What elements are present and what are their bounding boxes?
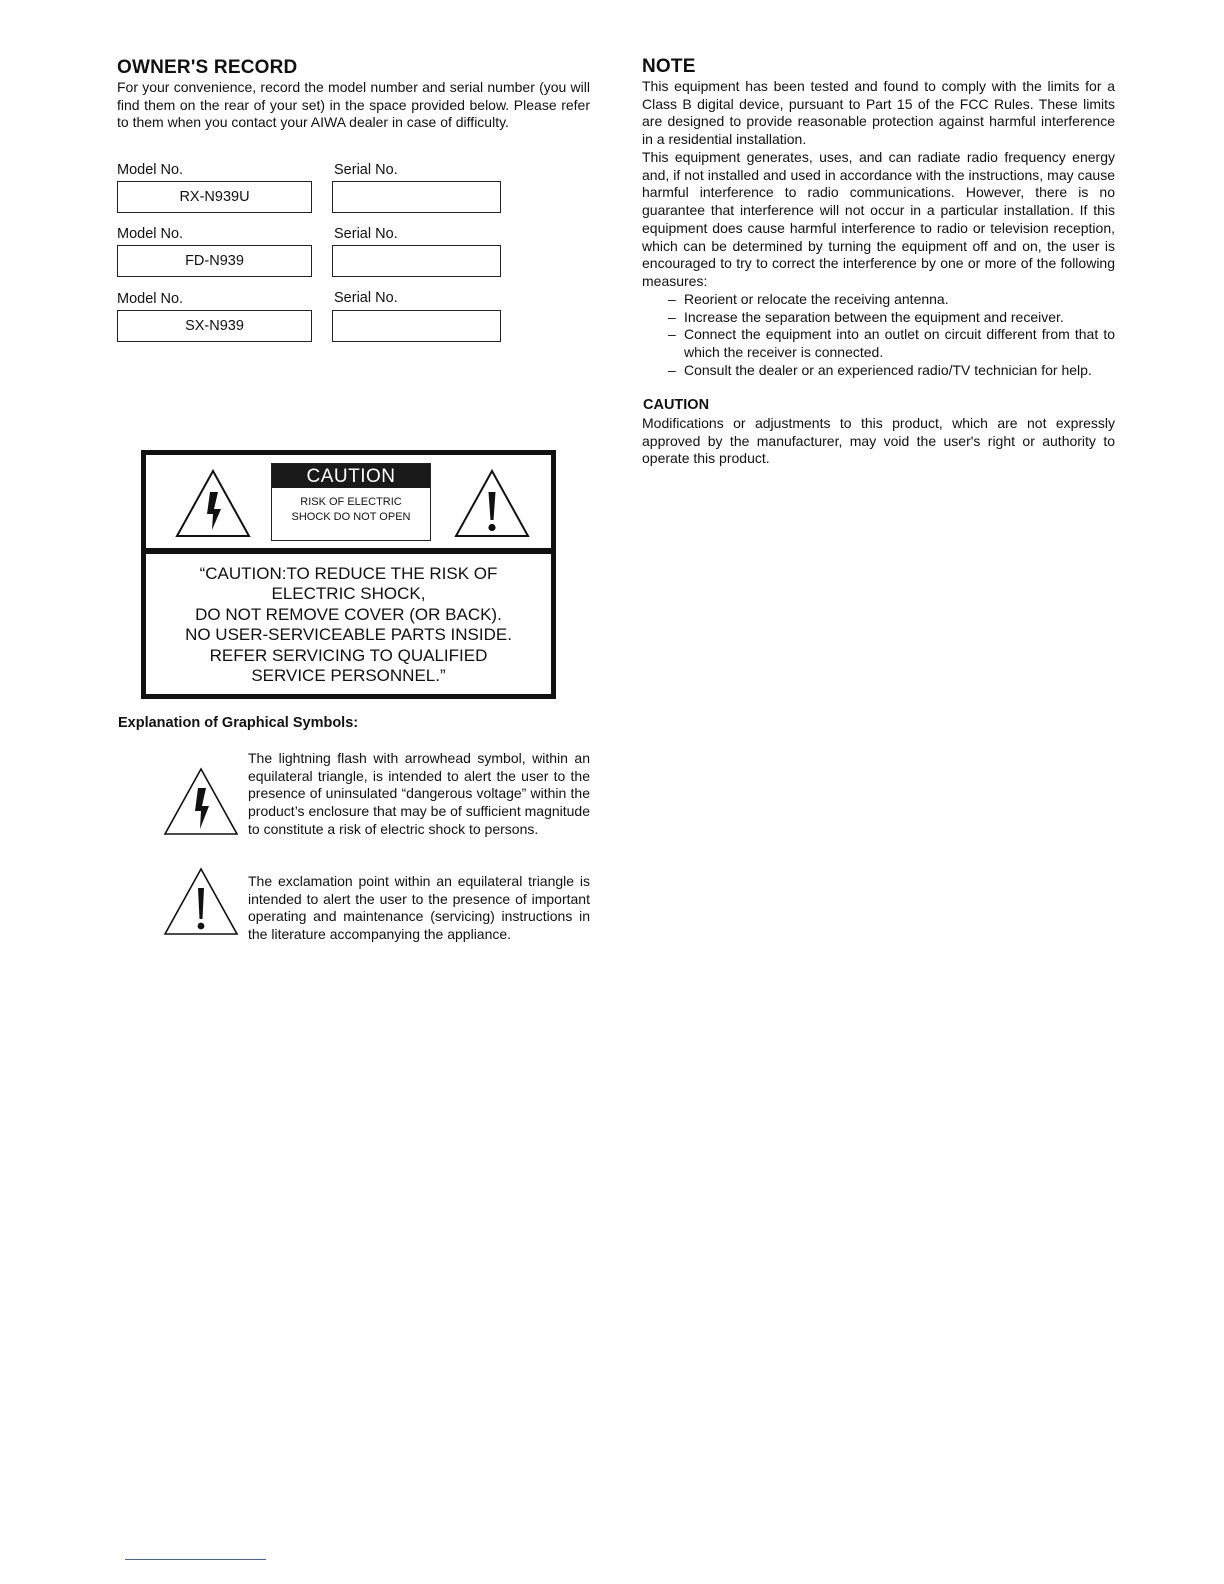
- caution-label-box: [271, 463, 431, 541]
- serial-label: Serial No.: [334, 290, 398, 306]
- note-paragraph: This equipment generates, uses, and can radiate radio frequency energy and, if not installed and used in accordance with the instructions, may cause harmful interference to radio communications. However, there is no guarantee that interference will not occur in a particular installation. If this equipment does cause harmful interference to radio or television reception, which can be determined by turning the equipment off and on, the user is encouraged to try to correct the interference by one or more of the following measures:: [642, 149, 1115, 289]
- measure-text: Consult the dealer or an experienced radio/TV technician for help.: [684, 361, 1092, 378]
- measure-text: Connect the equipment into an outlet on circuit different from that to which the receiver is connected.: [684, 326, 1115, 361]
- model-label: Model No.: [117, 291, 184, 307]
- exclamation-warning-icon: [453, 468, 531, 540]
- model-field: RX-N939U: [117, 181, 312, 213]
- owners-record-intro: For your convenience, record the model number and serial number (you will find them on the rear of your set) in the space provided below. Please refer to them when you contact your AIWA dealer in case of difficulty.: [117, 79, 590, 131]
- serial-label: Serial No.: [334, 226, 398, 242]
- serial-field[interactable]: [332, 181, 501, 213]
- exclamation-symbol-icon: [162, 866, 240, 938]
- serial-field[interactable]: [332, 245, 501, 277]
- caution-line: DO NOT REMOVE COVER (OR BACK).: [195, 604, 502, 624]
- caution-divider: [146, 548, 551, 554]
- caution-line: ELECTRIC SHOCK,: [271, 584, 426, 604]
- caution-note-text: Modifications or adjustments to this product, which are not expressly approved by the manufacturer, may void the user's right or authority to operate this product.: [642, 415, 1115, 467]
- model-field: SX-N939: [117, 310, 312, 342]
- caution-subtitle-line: SHOCK DO NOT OPEN: [291, 511, 411, 523]
- measures-list: [642, 291, 1115, 380]
- list-item: – Increase the separation between the equipment and receiver.: [668, 308, 1064, 325]
- caution-panel: [141, 450, 556, 699]
- caution-line: SERVICE PERSONNEL.”: [251, 666, 446, 686]
- caution-line: “CAUTION:TO REDUCE THE RISK OF: [199, 564, 498, 583]
- caution-warning-text: [146, 564, 551, 686]
- list-item: – Consult the dealer or an experienced radio/TV technician for help.: [668, 361, 1092, 378]
- serial-field[interactable]: [332, 310, 501, 342]
- lightning-symbol-icon: [162, 766, 240, 838]
- measure-text: Reorient or relocate the receiving antenna.: [684, 291, 949, 307]
- list-item: – Reorient or relocate the receiving antenna.: [668, 291, 949, 307]
- model-field: FD-N939: [117, 245, 312, 277]
- owners-record-title: OWNER'S RECORD: [117, 57, 298, 78]
- model-label: Model No.: [117, 162, 184, 178]
- list-item: – Connect the equipment into an outlet on circuit different from that to which the receiver is connected.: [668, 326, 1115, 361]
- symbols-title: Explanation of Graphical Symbols:: [118, 715, 359, 731]
- model-label: Model No.: [117, 226, 184, 242]
- footer-rule: [125, 1559, 266, 1560]
- caution-line: REFER SERVICING TO QUALIFIED: [209, 645, 488, 665]
- lightning-symbol-text: The lightning flash with arrowhead symbol, within an equilateral triangle, is intended to alert the user to the presence of uninsulated “dangerous voltage” within the product’s enclosure that may be of sufficient magnitude to constitute a risk of electric shock to persons.: [248, 750, 590, 837]
- exclamation-symbol-text: The exclamation point within an equilateral triangle is intended to alert the user to the presence of important operating and maintenance (servicing) instructions in the literature accompanying the appliance.: [248, 873, 590, 943]
- lightning-warning-icon: [174, 468, 252, 540]
- caution-subtitle: [272, 495, 430, 525]
- caution-title: CAUTION: [272, 464, 430, 488]
- measure-text: Increase the separation between the equipment and receiver.: [684, 308, 1064, 325]
- note-title: NOTE: [642, 56, 696, 77]
- caution-note-title: CAUTION: [643, 397, 710, 413]
- caution-line: NO USER-SERVICEABLE PARTS INSIDE.: [185, 625, 512, 645]
- caution-subtitle-line: RISK OF ELECTRIC: [300, 496, 402, 508]
- serial-label: Serial No.: [334, 162, 398, 178]
- note-paragraph: This equipment has been tested and found to comply with the limits for a Class B digital device, pursuant to Part 15 of the FCC Rules. These limits are designed to provide reasonable protection against harmful interference in a residential installation.: [642, 78, 1115, 148]
